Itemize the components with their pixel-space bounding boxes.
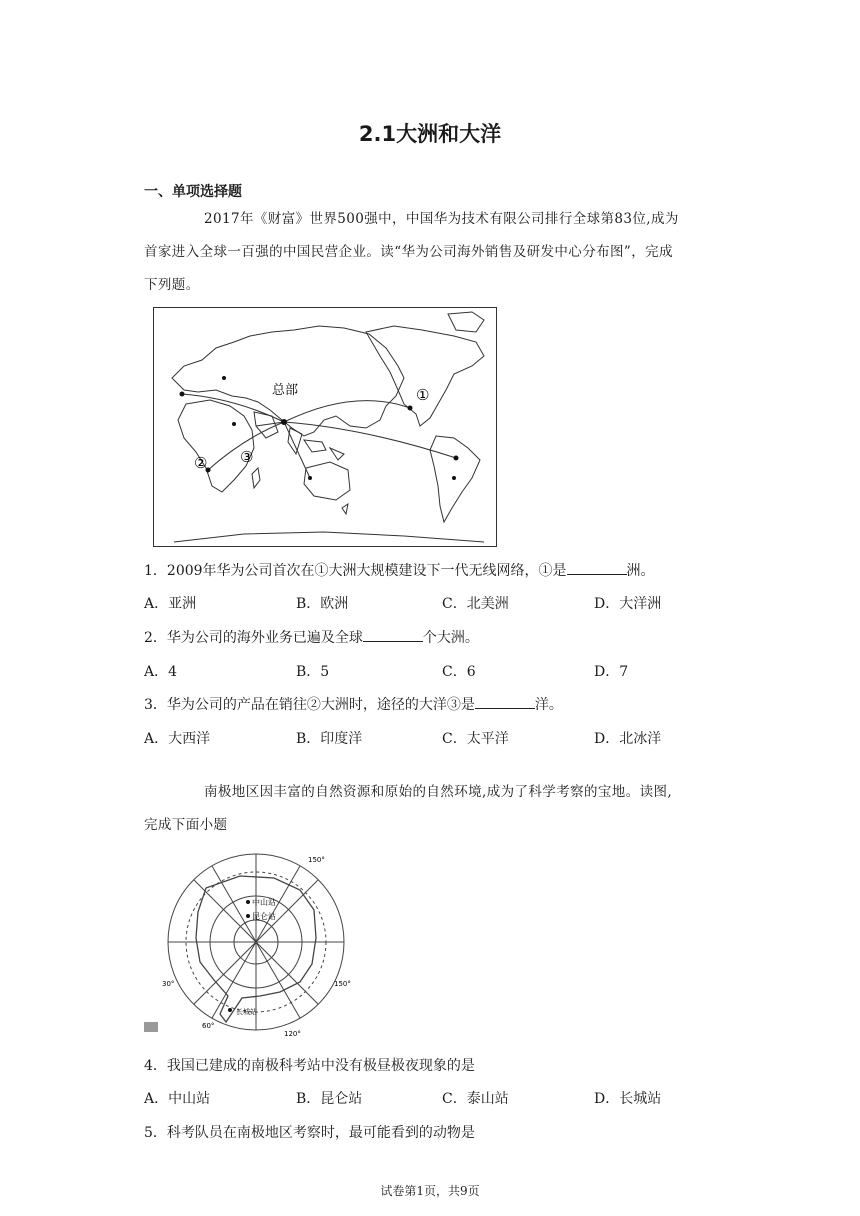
label-1: ①	[416, 386, 430, 404]
passage-1-line-3: 下列题。	[144, 277, 200, 293]
option-d: D．长城站	[594, 1091, 662, 1107]
section-heading: 一、单项选择题	[144, 184, 242, 200]
passage-2	[144, 776, 672, 842]
question-2	[144, 627, 479, 647]
option-c: C．6	[442, 664, 476, 680]
label-3: ③	[240, 448, 254, 466]
question-1-stem-end: 洲。	[626, 563, 655, 579]
question-3-blank	[475, 696, 535, 709]
lon-label-top: 150°	[308, 856, 325, 864]
option-d: D．大洋洲	[594, 596, 662, 612]
option-c: C．太平洋	[442, 731, 509, 747]
option-d: D．7	[594, 664, 629, 680]
passage-2-line-2: 完成下面小题	[144, 817, 228, 833]
lon-label-right: 150°	[334, 980, 351, 988]
option-a: A．中山站	[144, 1091, 211, 1107]
question-2-stem: 2．华为公司的海外业务已遍及全球	[144, 630, 363, 646]
question-2-stem-end: 个大洲。	[422, 630, 479, 646]
lon-label-left: 30°	[162, 980, 175, 988]
option-c: C．泰山站	[442, 1091, 509, 1107]
question-5-stem: 5．科考队员在南极地区考察时，最可能看到的动物是	[144, 1125, 475, 1141]
option-d: D．北冰洋	[594, 731, 662, 747]
option-b: B．印度洋	[296, 731, 363, 747]
question-3-stem: 3．华为公司的产品在销往②大洲时，途径的大洋③是	[144, 697, 475, 713]
antarctica-polar-map	[144, 846, 384, 1040]
question-3	[144, 694, 563, 714]
zhongshan-label: 中山站	[252, 898, 276, 907]
option-a: A．4	[144, 664, 178, 680]
question-5	[144, 1122, 475, 1142]
question-4	[144, 1055, 475, 1075]
passage-2-line-1: 南极地区因丰富的自然资源和原始的自然环境,成为了科学考察的宝地。读图,	[204, 784, 673, 800]
legend-swatch	[144, 1022, 158, 1032]
option-a: A．大西洋	[144, 731, 211, 747]
kunlun-label: 昆仑站	[252, 912, 276, 921]
page-title: 2.1大洲和大洋	[358, 122, 502, 146]
option-b: B．5	[296, 664, 330, 680]
passage-1-line-2: 首家进入全球一百强的中国民营企业。读“华为公司海外销售及研发中心分布图”，完成	[144, 244, 673, 260]
question-1	[144, 560, 655, 580]
question-4-stem: 4．我国已建成的南极科考站中没有极昼极夜现象的是	[144, 1058, 475, 1074]
hq-label: 总部	[272, 383, 299, 398]
page-footer: 试卷第1页，共9页	[380, 1184, 480, 1198]
changcheng-label: 长城站	[236, 1008, 257, 1016]
option-c: C．北美洲	[442, 596, 509, 612]
question-2-blank	[363, 629, 423, 642]
question-1-stem: 1．2009年华为公司首次在①大洲大规模建设下一代无线网络，①是	[144, 563, 567, 579]
lon-label-bottom: 120°	[284, 1030, 301, 1038]
passage-1-line-1: 2017年《财富》世界500强中，中国华为技术有限公司排行全球第83位,成为	[204, 211, 679, 227]
question-1-blank	[567, 562, 627, 575]
option-b: B．昆仑站	[296, 1091, 363, 1107]
lon-label-left-2: 60°	[202, 1022, 215, 1030]
option-a: A．亚洲	[144, 596, 197, 612]
label-2: ②	[194, 454, 208, 472]
world-map-figure	[154, 308, 496, 546]
question-3-stem-end: 洋。	[534, 697, 563, 713]
polar-map-figure	[144, 846, 384, 1040]
passage-1	[144, 203, 679, 302]
option-b: B．欧洲	[296, 596, 349, 612]
huawei-world-map	[153, 307, 497, 547]
